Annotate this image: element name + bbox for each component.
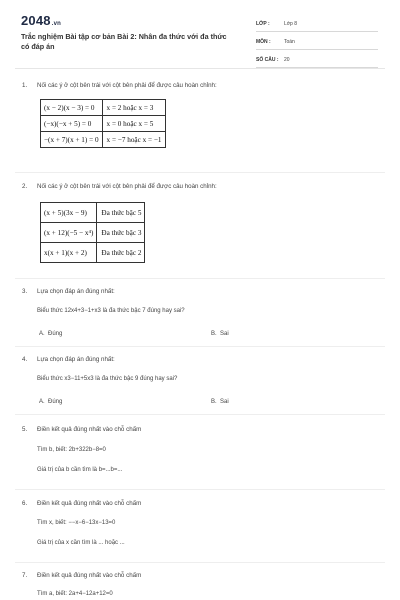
question-divider bbox=[15, 346, 385, 347]
question-line: Tìm a, biết: 2a+4−12a+12=0 bbox=[37, 591, 113, 597]
option-a[interactable] bbox=[39, 399, 62, 405]
table-row bbox=[41, 243, 145, 263]
question-text: Điền kết quả đúng nhất vào chỗ chấm bbox=[37, 426, 142, 433]
option-key: B. bbox=[211, 331, 217, 337]
meta-row-class bbox=[256, 17, 378, 32]
table-cell-right: Đa thức bậc 3 bbox=[97, 223, 145, 243]
question-number: 2. bbox=[22, 183, 28, 190]
question-number: 5. bbox=[22, 426, 28, 433]
meta-label: MÔN : bbox=[256, 39, 271, 45]
table-row bbox=[41, 100, 166, 116]
option-key: B. bbox=[211, 399, 217, 405]
meta-row-count bbox=[256, 53, 378, 68]
table-cell-right: Đa thức bậc 2 bbox=[97, 243, 145, 263]
question-number: 7. bbox=[22, 572, 28, 579]
question-text: Lựa chọn đáp án đúng nhất: bbox=[37, 288, 115, 295]
question-line: Tìm x, biết: −−x−6−13x−13=0 bbox=[37, 520, 116, 526]
question-text: Nối các ý ở cột bên trái với cột bên phải để được câu hoàn chỉnh: bbox=[37, 183, 217, 190]
question-statement: Biểu thức x3−11+5x3 là đa thức bậc 9 đúng hay sai? bbox=[37, 376, 178, 382]
table-cell-right: x = 2 hoặc x = 3 bbox=[102, 100, 165, 116]
logo-main: 2048 bbox=[21, 13, 51, 28]
question-text: Nối các ý ở cột bên trái với cột bên phải để được câu hoàn chỉnh: bbox=[37, 82, 217, 89]
meta-info bbox=[256, 17, 378, 71]
question-number: 4. bbox=[22, 356, 28, 363]
meta-value: Lớp 8 bbox=[284, 21, 298, 27]
table-cell-left: (−x)(−x + 5) = 0 bbox=[41, 116, 103, 132]
option-b[interactable] bbox=[211, 331, 229, 337]
meta-value: Toán bbox=[284, 39, 295, 45]
option-key: A. bbox=[39, 331, 45, 337]
question-divider bbox=[15, 489, 385, 490]
option-key: A. bbox=[39, 399, 45, 405]
option-a[interactable] bbox=[39, 331, 62, 337]
question-line: Tìm b, biết: 2b+322b−8=0 bbox=[37, 447, 106, 453]
option-label: Sai bbox=[220, 399, 229, 405]
table-cell-left: (x − 2)(x − 3) = 0 bbox=[41, 100, 103, 116]
question-statement: Biểu thức 12x4+3−1+x3 là đa thức bậc 7 đúng hay sai? bbox=[37, 308, 185, 314]
question-divider bbox=[15, 414, 385, 415]
table-cell-left: x(x + 1)(x + 2) bbox=[41, 243, 97, 263]
matching-table bbox=[40, 99, 166, 148]
site-logo[interactable] bbox=[21, 13, 61, 28]
question-text: Điền kết quả đúng nhất vào chỗ chấm bbox=[37, 572, 142, 579]
question-divider bbox=[15, 172, 385, 173]
question-divider bbox=[15, 278, 385, 279]
worksheet-title: Trắc nghiệm Bài tập cơ bản Bài 2: Nhân đa thức với đa thức có đáp án bbox=[21, 32, 227, 51]
header-divider bbox=[15, 68, 385, 69]
option-label: Đúng bbox=[48, 331, 63, 337]
table-cell-right: x = 0 hoặc x = 5 bbox=[102, 116, 165, 132]
table-row bbox=[41, 116, 166, 132]
table-row bbox=[41, 203, 145, 223]
table-cell-right: Đa thức bậc 5 bbox=[97, 203, 145, 223]
meta-label: LỚP : bbox=[256, 21, 270, 27]
table-cell-left: −(x + 7)(x + 1) = 0 bbox=[41, 132, 103, 148]
meta-value: 20 bbox=[284, 57, 290, 63]
question-line: Giá trị của b cần tìm là b=...b=... bbox=[37, 467, 123, 473]
option-b[interactable] bbox=[211, 399, 229, 405]
question-line: Giá trị của x cần tìm là ... hoặc ... bbox=[37, 540, 125, 546]
question-number: 1. bbox=[22, 82, 28, 89]
question-number: 3. bbox=[22, 288, 28, 295]
question-text: Điền kết quả đúng nhất vào chỗ chấm bbox=[37, 500, 142, 507]
table-cell-left: (x + 12)(−5 − x⁴) bbox=[41, 223, 97, 243]
table-cell-left: (x + 5)(3x − 9) bbox=[41, 203, 97, 223]
meta-row-subject bbox=[256, 35, 378, 50]
option-label: Sai bbox=[220, 331, 229, 337]
question-number: 6. bbox=[22, 500, 28, 507]
question-text: Lựa chọn đáp án đúng nhất: bbox=[37, 356, 115, 363]
meta-label: SỐ CÂU : bbox=[256, 57, 279, 63]
table-row bbox=[41, 132, 166, 148]
question-divider bbox=[15, 562, 385, 563]
table-row bbox=[41, 223, 145, 243]
logo-sub: .vn bbox=[51, 21, 62, 27]
matching-table bbox=[40, 202, 145, 263]
option-label: Đúng bbox=[48, 399, 63, 405]
table-cell-right: x = −7 hoặc x = −1 bbox=[102, 132, 165, 148]
